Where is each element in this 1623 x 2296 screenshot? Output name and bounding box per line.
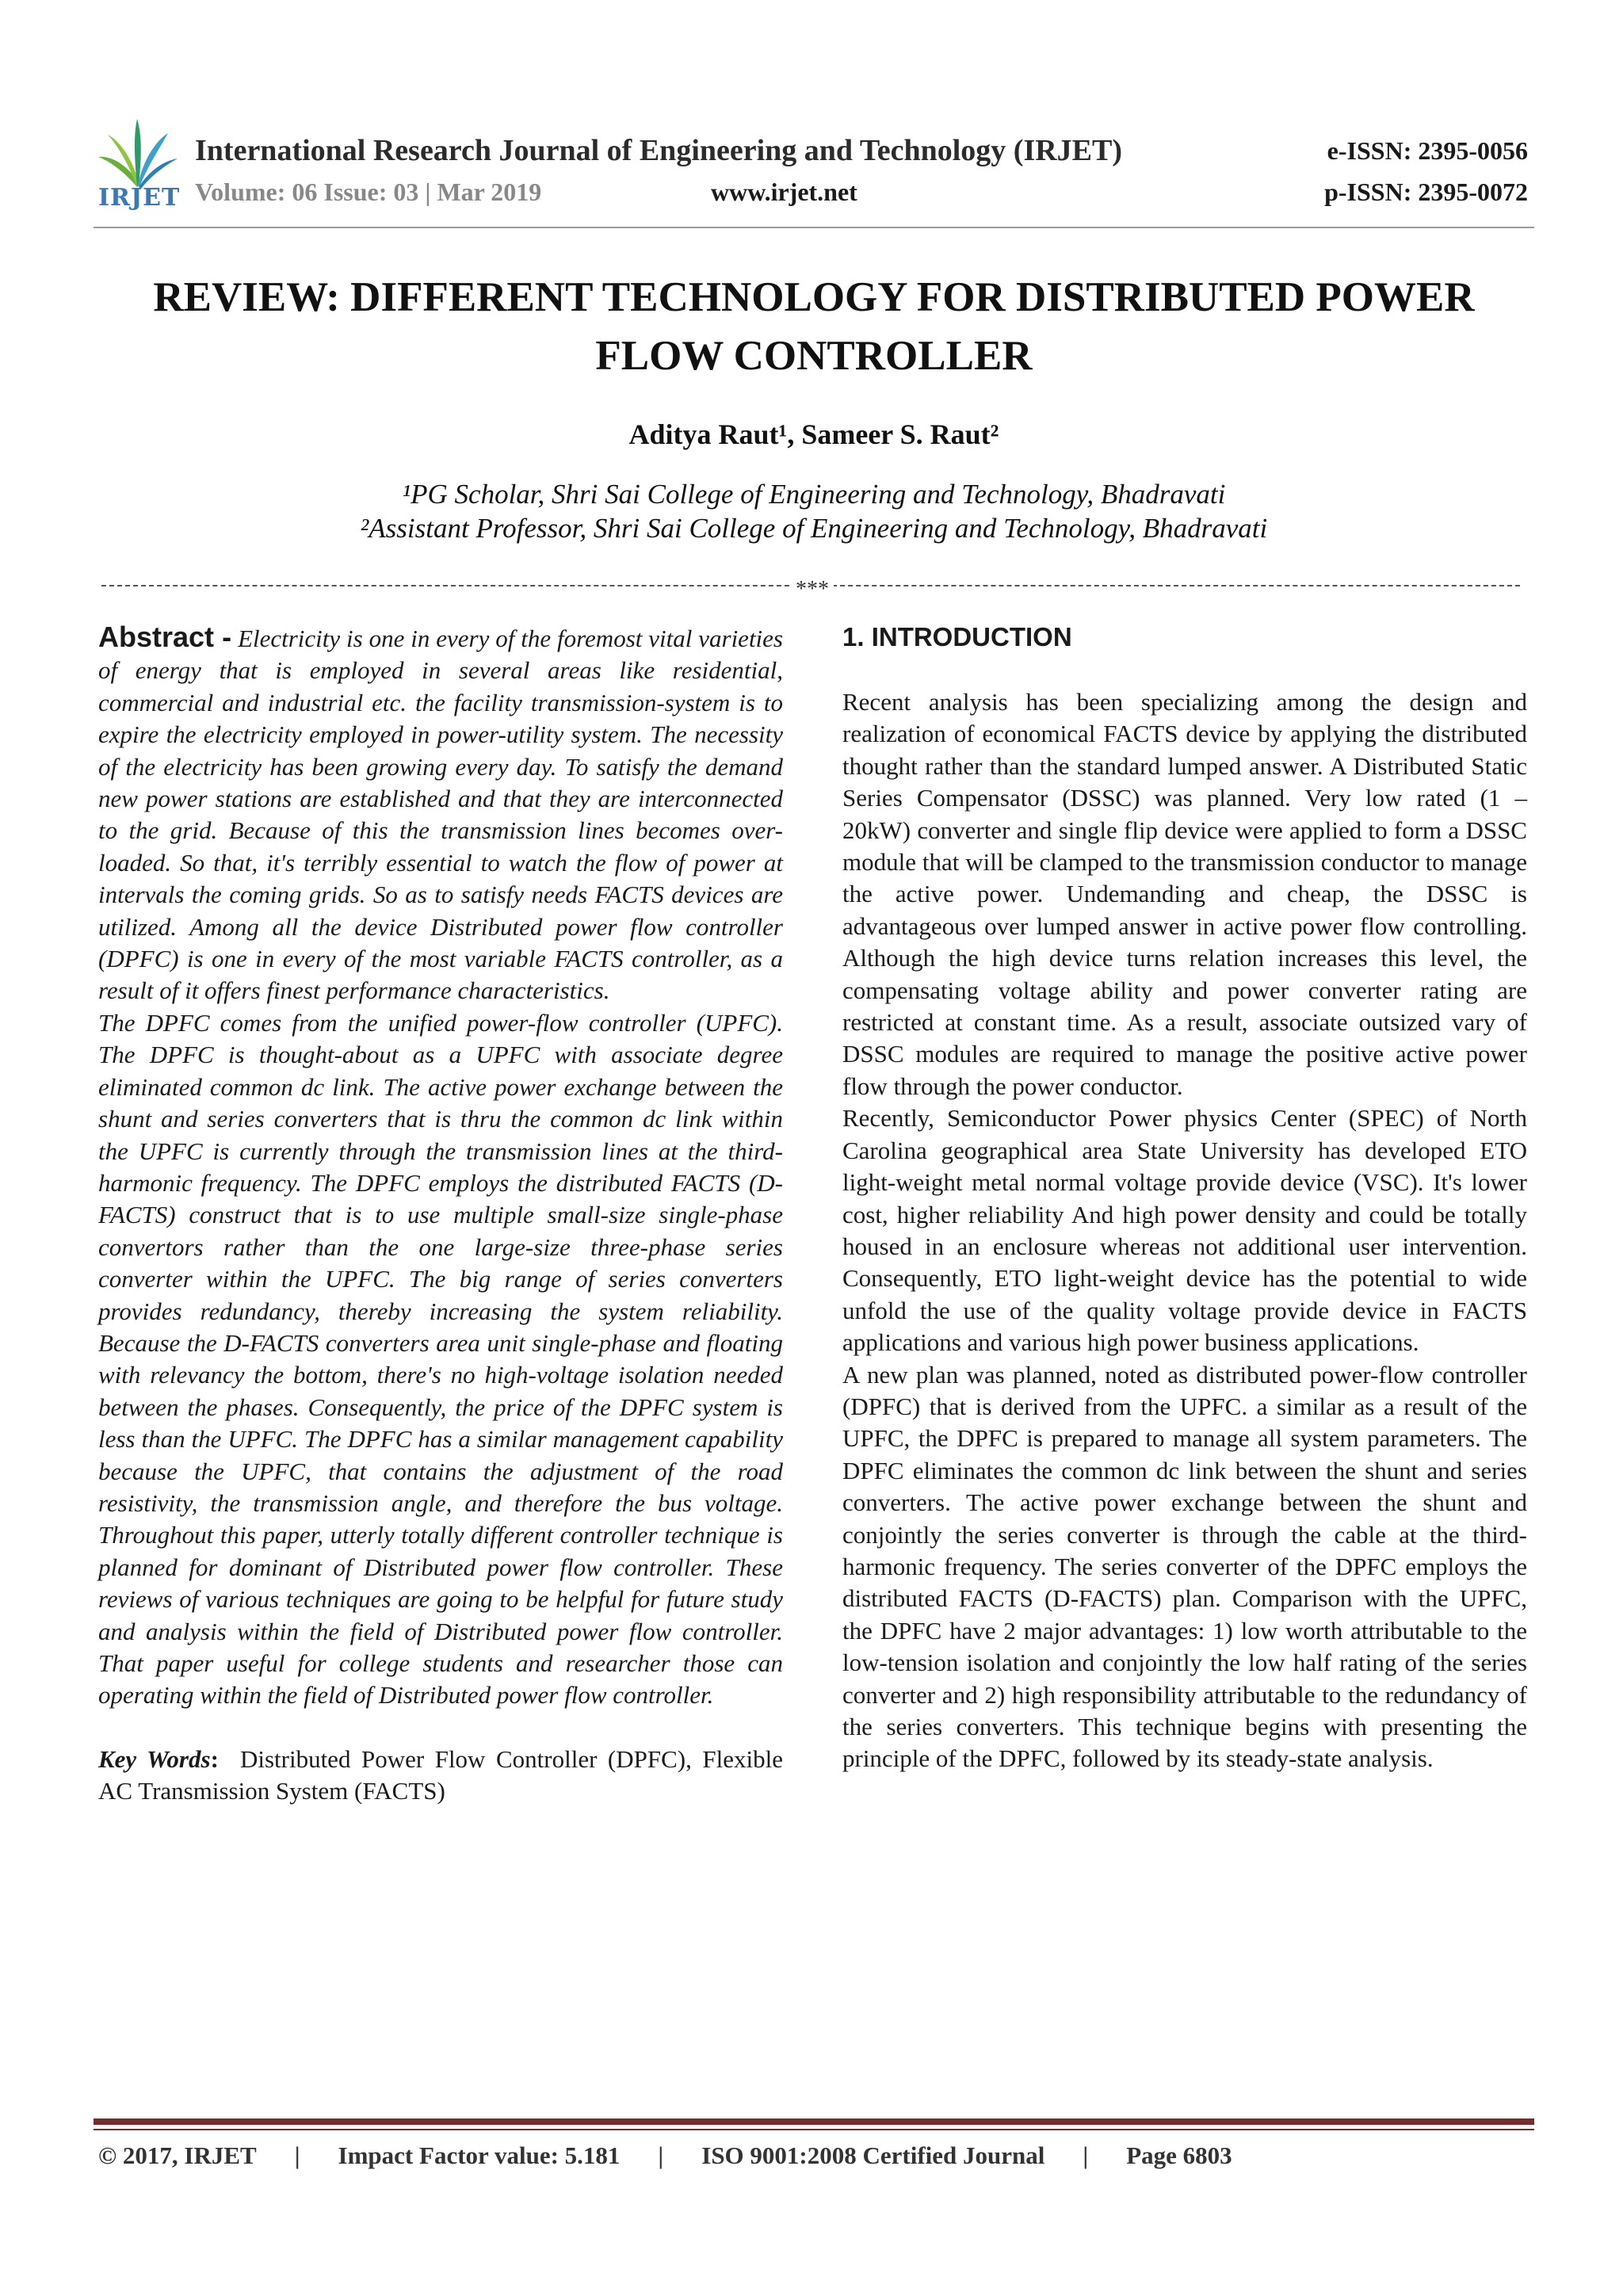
authors: Aditya Raut¹, Sameer S. Raut² <box>628 418 999 450</box>
paper-title: REVIEW: DIFFERENT TECHNOLOGY FOR DISTRIBUTED POWER FLOW CONTROLLER <box>153 274 1475 379</box>
footer-divider: | <box>294 2141 300 2169</box>
keywords-label: Key Words <box>98 1744 211 1773</box>
abstract-paragraph-1 <box>98 621 783 1007</box>
footer-impact-factor: Impact Factor value: 5.181 <box>338 2141 621 2169</box>
footer-iso: ISO 9001:2008 Certified Journal <box>701 2141 1045 2169</box>
introduction-column <box>842 621 1527 1775</box>
affiliation-1: ¹PG Scholar, Shri Sai College of Engineering and Technology, Bhadravati <box>402 479 1226 510</box>
abstract-paragraph-2: The DPFC comes from the unified power-flow controller (UPFC). The DPFC is thought-about as a UPFC with associate degree eliminated common dc link. The active power exchange between the shunt and series converters that is thru the common dc link within the UPFC is currently through the transmission lines at the third-harmonic frequency. The DPFC employs the distributed FACTS (D-FACTS) construct that is to use multiple small-size single-phase convertors rather than the one large-size three-phase series converter within the UPFC. The big range of series converters provides redundancy, thereby increasing the system reliability. Because the D-FACTS converters area unit single-phase and floating with relevancy the bottom, there's no high-voltage isolation needed between the phases. Consequently, the price of the DPFC system is less than the UPFC. The DPFC has a similar management capability because the UPFC, that contains the adjustment of the road resistivity, the transmission angle, and therefore the bus voltage. Throughout this paper, utterly totally different controller technique is planned for dominant of Distributed power flow controller. These reviews of various techniques are going to be helpful for future study and analysis within the field of Distributed power flow controller. That paper useful for college students and researcher those can operating within the field of Distributed power flow controller. <box>98 1008 783 1710</box>
journal-title: International Research Journal of Engineering and Technology (IRJET) <box>195 134 1123 167</box>
introduction-heading: 1. INTRODUCTION <box>842 622 1072 651</box>
e-issn: e-ISSN: 2395-0056 <box>1327 136 1528 165</box>
footer-divider: | <box>658 2141 664 2169</box>
header-divider <box>94 227 1534 228</box>
footer-rule-thin <box>94 2129 1534 2130</box>
footer-page-number: Page 6803 <box>1126 2141 1232 2169</box>
logo-text: IRJET <box>98 184 181 212</box>
volume-issue: Volume: 06 Issue: 03 | Mar 2019 <box>195 178 542 206</box>
footer-copyright: © 2017, IRJET <box>98 2141 257 2169</box>
footer-rule-thick <box>94 2118 1534 2125</box>
keywords-text: Distributed Power Flow Controller (DPFC), Flexible AC Transmission System (FACTS) <box>98 1744 783 1805</box>
introduction-paragraph-3: A new plan was planned, noted as distributed power-flow controller (DPFC) that is derived from the UPFC. a similar as a result of the UPFC, the DPFC is prepared to manage all system parameters. The DPFC eliminates the common dc link between the shunt and series converters. The active power exchange between the shunt and conjointly the series converter is through the cable at the third-harmonic frequency. The series converter of the DPFC employs the distributed FACTS (D-FACTS) plan. Comparison with the UPFC, the DPFC have 2 major advantages: 1) low worth attributable to the low-tension isolation and conjointly the low half rating of the series converter and 2) high responsibility attributable to the redundancy of the series converters. This technique begins with presenting the principle of the DPFC, followed by its steady-state analysis. <box>842 1360 1527 1773</box>
journal-website-link[interactable]: www.irjet.net <box>711 178 857 206</box>
affiliation-2: ²Assistant Professor, Shri Sai College of Engineering and Technology, Bhadravati <box>360 513 1268 544</box>
keywords: Key Words: Distributed Power Flow Controller (DPFC), Flexible AC Transmission System (FACTS) <box>98 1744 783 1805</box>
introduction-paragraph-2: Recently, Semiconductor Power physics Center (SPEC) of North Carolina geographical area State University has developed ETO light-weight metal normal voltage provide device (VSC). It's lower cost, higher reliability And high power density and could be totally housed in an enclosure whereas not additional user intervention. Consequently, ETO light-weight device has the potential to wide unfold the use of the quality voltage provide device in FACTS applications and various high power business applications. <box>842 1104 1527 1357</box>
abstract-column <box>98 621 783 1808</box>
footer-divider: | <box>1083 2141 1089 2169</box>
p-issn: p-ISSN: 2395-0072 <box>1324 178 1528 206</box>
abstract-heading: Abstract - <box>98 621 232 653</box>
leaf-logo-icon <box>94 117 181 189</box>
introduction-paragraph-1: Recent analysis has been specializing among the design and realization of economical FACTS device by applying the distributed thought rather than the standard lumped answer. A Distributed Static Series Compensator (DSSC) was planned. Very low rated (1 – 20kW) converter and single flip device were applied to form a DSSC module that will be clamped to the transmission conductor to manage the active power. Undemanding and cheap, the DSSC is advantageous over lumped answer in active power flow controlling. Although the high device turns relation increases this level, the compensating voltage ability and power converter rating are restricted at constant time. As a result, associate outsized vary of DSSC modules are required to manage the positive active power flow through the power conductor. <box>842 688 1527 1100</box>
page-footer <box>98 2141 1445 2170</box>
separator-stars: *** <box>791 577 834 602</box>
abstract-text-1: Electricity is one in every of the foremost vital varieties of energy that is employed in several areas like residential, commercial and industrial etc. the facility transmission-system is to expire the electricity employed in power-utility system. The necessity of the electricity has been growing every day. To satisfy the demand new power stations are established and that they are interconnected to the grid. Because of this the transmission lines becomes over-loaded. So that, it's terribly essential to watch the flow of power at intervals the coming grids. So as to satisfy needs FACTS devices are utilized. Among all the device Distributed power flow controller (DPFC) is one in every of the most variable FACTS controller, as a result of it offers finest performance characteristics. <box>98 625 783 1005</box>
